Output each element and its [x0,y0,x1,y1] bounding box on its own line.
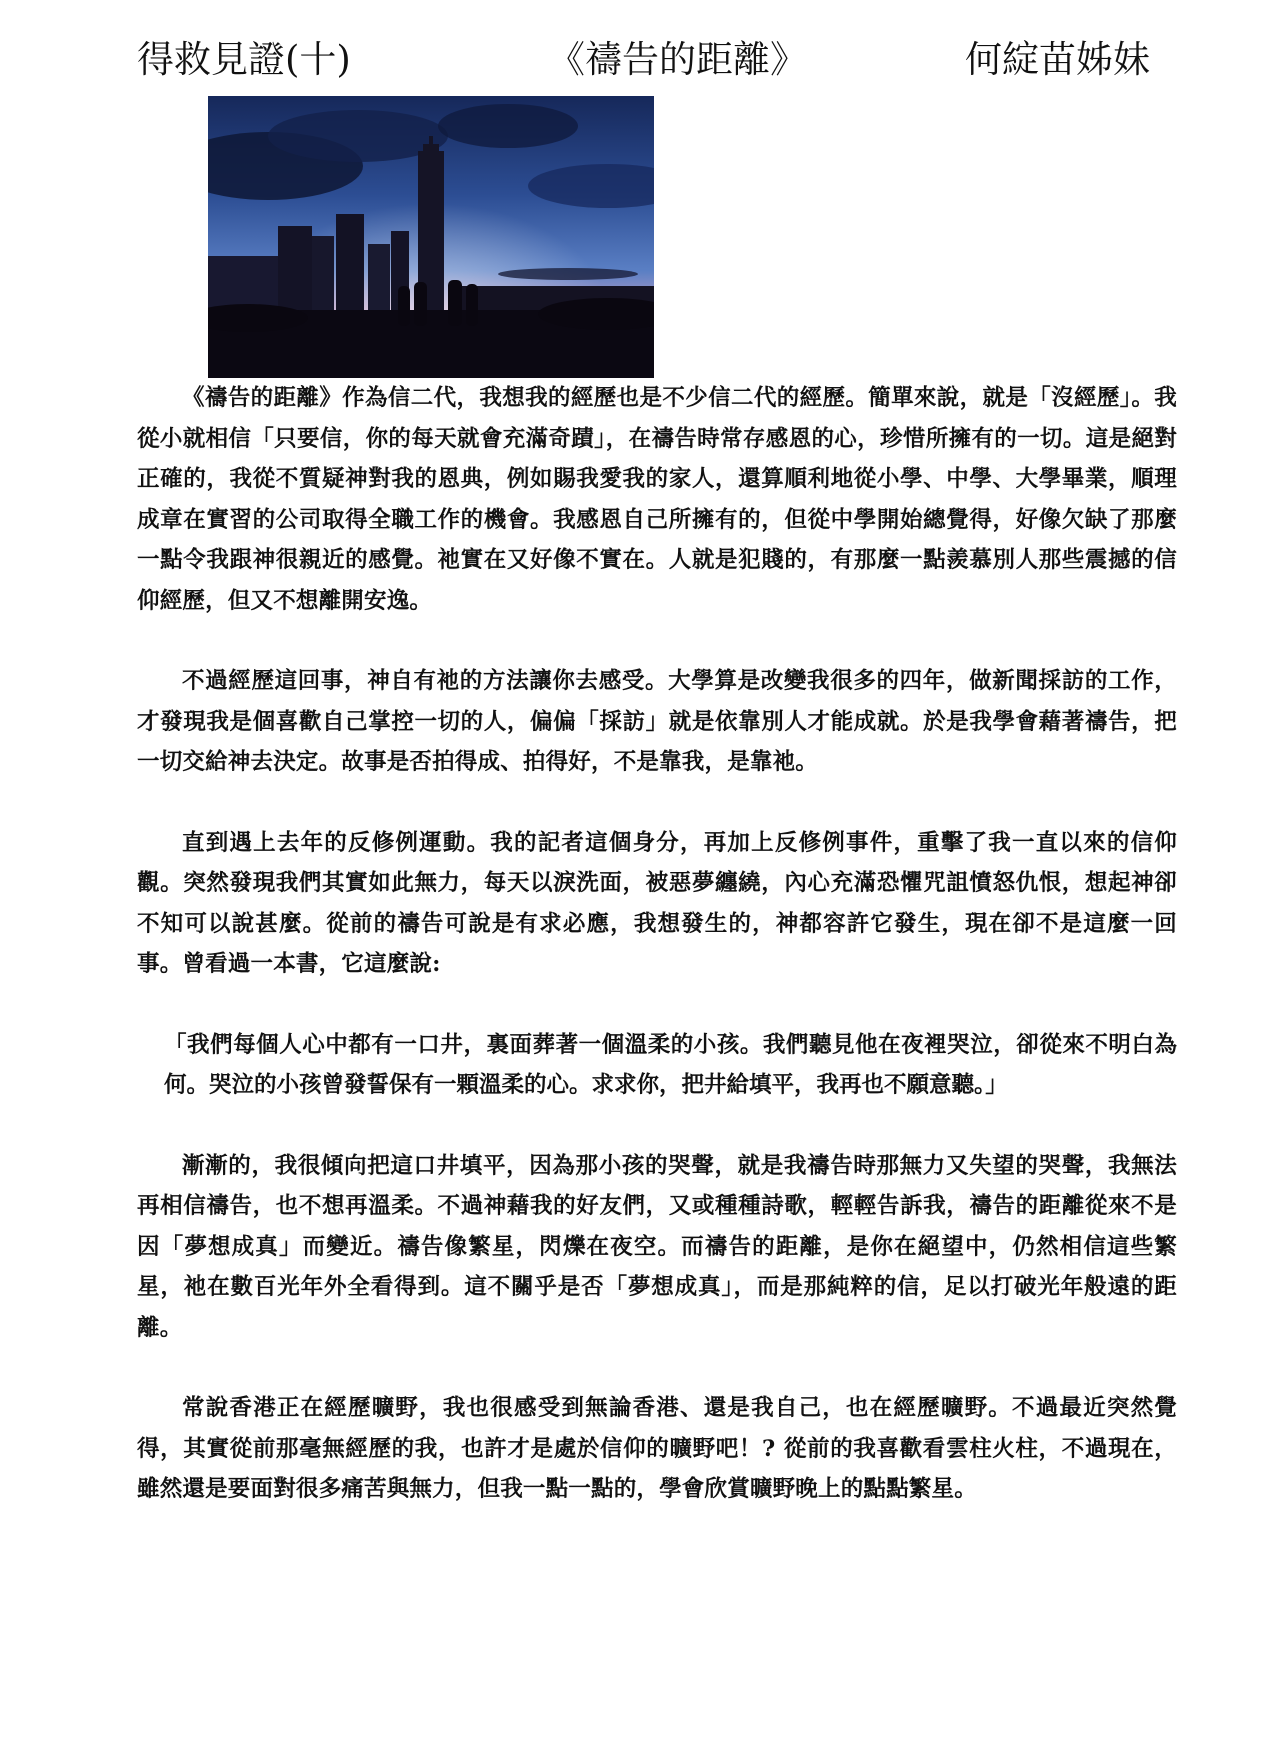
paragraph: 常說香港正在經歷曠野，我也很感受到無論香港、還是我自己，也在經歷曠野。不過最近突然覺得，其實從前那毫無經歷的我，也許才是處於信仰的曠野吧！? 從前的我喜歡看雲柱火柱，不過現在，雖然還是要面對很多痛苦與無力，但我一點一點的，學會欣賞曠野晚上的點點繁星。 [137,1395,1177,1502]
city-skyline-photo [208,96,654,378]
paragraph: 《禱告的距離》作為信二代，我想我的經歷也是不少信二代的經歷。簡單來說，就是「沒經歷」。我從小就相信「只要信，你的每天就會充滿奇蹟」，在禱告時常存感恩的心，珍惜所擁有的一切。這是絕對正確的，我從不質疑神對我的恩典，例如賜我愛我的家人，還算順利地從小學、中學、大學畢業，順理成章在實習的公司取得全職工作的機會。我感恩自己所擁有的，但從中學開始總覺得，好像欠缺了那麼一點令我跟神很親近的感覺。祂實在又好像不實在。人就是犯賤的，有那麼一點羨慕別人那些震撼的信仰經歷，但又不想離開安逸。 [137,385,1177,614]
document-header [0,36,1280,86]
paragraph: 直到遇上去年的反修例運動。我的記者這個身分，再加上反修例事件，重擊了我一直以來的信仰觀。突然發現我們其實如此無力，每天以淚洗面，被惡夢纏繞，內心充滿恐懼咒詛憤怒仇恨，想起神卻不知可以說甚麼。從前的禱告可說是有求必應，我想發生的，神都容許它發生，現在卻不是這麼一回事。曾看過一本書，它這麼說: [137,829,1177,977]
series-label: 得救見證(十) [137,38,351,81]
article-title: 《禱告的距離》 [548,38,807,81]
photo-graphic [208,96,654,378]
quote-paragraph: 「我們每個人心中都有一口井，裏面葬著一個溫柔的小孩。我們聽見他在夜裡哭泣，卻從來不明白為何。哭泣的小孩曾發誓保有一顆溫柔的心。求求你，把井給填平，我再也不願意聽。」 [164,1031,1177,1098]
paragraph: 不過經歷這回事，神自有祂的方法讓你去感受。大學算是改變我很多的四年，做新聞採訪的工作，才發現我是個喜歡自己掌控一切的人，偏偏「採訪」就是依靠別人才能成就。於是我學會藉著禱告，把一切交給神去決定。故事是否拍得成、拍得好，不是靠我，是靠祂。 [137,668,1177,775]
article-body [137,378,1177,1510]
paragraph: 漸漸的，我很傾向把這口井填平，因為那小孩的哭聲，就是我禱告時那無力又失望的哭聲，我無法再相信禱告，也不想再溫柔。不過神藉我的好友們，又或種種詩歌，輕輕告訴我，禱告的距離從來不是因「夢想成真」而變近。禱告像繁星，閃爍在夜空。而禱告的距離，是你在絕望中，仍然相信這些繁星，祂在數百光年外全看得到。這不關乎是否「夢想成真」，而是那純粹的信，足以打破光年般遠的距離。 [137,1152,1177,1341]
author-name: 何綻苗姊妹 [965,38,1150,81]
